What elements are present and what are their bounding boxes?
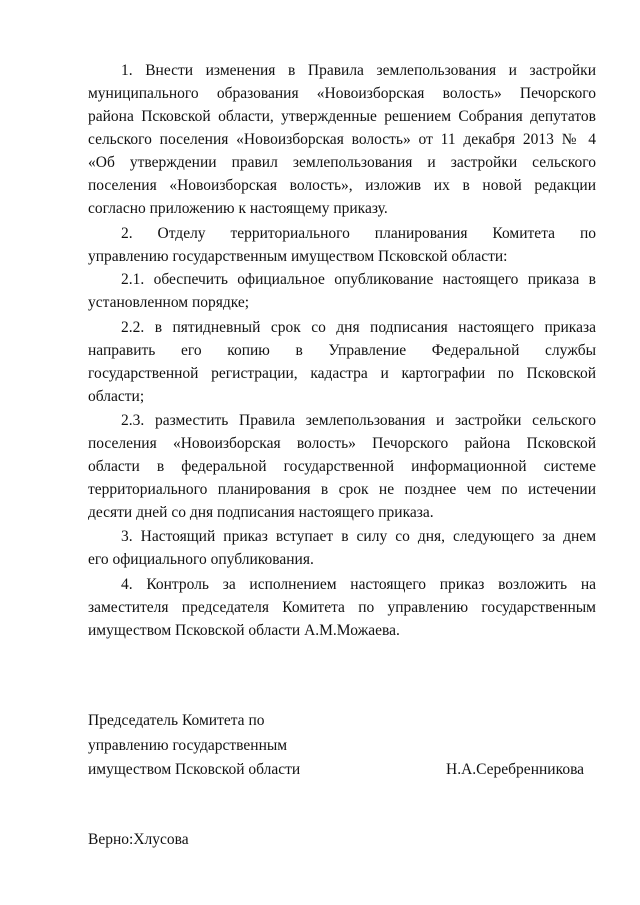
paragraph-line: направить его копию в Управление Федеральной службы [88, 342, 596, 359]
paragraph-line: района Псковской области, утвержденные решением Собрания депутатов [88, 108, 596, 125]
paragraph-line: сельского поселения «Новоизборская волость» от 11 декабря 2013 № 4 [88, 131, 596, 148]
paragraph-line: его официального опубликования. [88, 551, 314, 568]
paragraph-line: десяти дней со дня подписания настоящего приказа. [88, 504, 434, 521]
signatory-title-line: управлению государственным [88, 737, 288, 754]
paragraph-line: установленном порядке; [88, 294, 250, 311]
signatory-name: Н.А.Серебренникова [446, 761, 585, 778]
signatory-title-line: Председатель Комитета по [88, 712, 265, 729]
paragraph-line: согласно приложению к настоящему приказу. [88, 200, 388, 217]
paragraph-line: территориального планирования в срок не позднее чем по истечении [88, 481, 596, 498]
paragraph-line: «Об утверждении правил землепользования и застройки сельского [88, 154, 596, 171]
paragraph-line: имуществом Псковской области А.М.Можаева. [88, 622, 400, 639]
paragraph-line: управлению государственным имуществом Псковской области: [88, 248, 508, 265]
signatory-title-line: имуществом Псковской области [88, 761, 301, 778]
paragraph-line: 2.3. разместить Правила землепользования и застройки сельского [121, 412, 596, 429]
paragraph-line: поселения «Новоизборская волость», изложив их в новой редакции [88, 177, 596, 194]
paragraph-line: заместителя председателя Комитета по управлению государственным [88, 599, 596, 616]
paragraph-line: поселения «Новоизборская волость» Печорского района Псковской [88, 435, 596, 452]
paragraph-line: 4. Контроль за исполнением настоящего приказ возложить на [121, 576, 596, 593]
paragraph-line: государственной регистрации, кадастра и картографии по Псковской [88, 365, 596, 382]
paragraph-line: 3. Настоящий приказ вступает в силу со дня, следующего за днем [121, 528, 596, 545]
paragraph-line: муниципального образования «Новоизборская волость» Печорского [88, 85, 596, 102]
verified-by: Верно:Хлусова [88, 831, 189, 848]
paragraph-line: 2. Отделу территориального планирования Комитета по [121, 225, 596, 242]
paragraph-line: 2.2. в пятидневный срок со дня подписания настоящего приказа [121, 319, 596, 336]
paragraph-line: 2.1. обеспечить официальное опубликование настоящего приказа в [121, 271, 596, 288]
paragraph-line: области в федеральной государственной информационной системе [88, 458, 596, 475]
paragraph-line: 1. Внести изменения в Правила землепользования и застройки [121, 62, 596, 79]
paragraph-line: области; [88, 388, 145, 405]
